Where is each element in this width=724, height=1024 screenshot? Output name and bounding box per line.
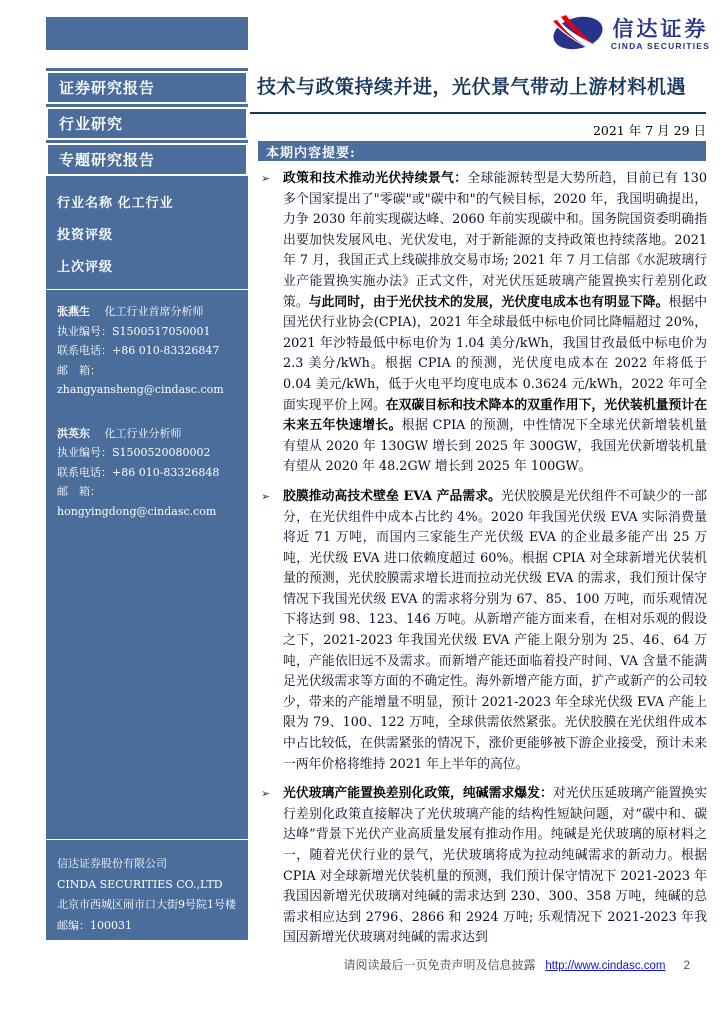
analyst-title: 化工行业分析师 [104,426,182,440]
title-rule [250,112,706,114]
report-title: 技术与政策持续并进，光伏景气带动上游材料机遇 [257,76,687,98]
analyst-cert-number: 执业编号：S1500520080002 [57,446,211,459]
bullet-item [261,169,707,478]
report-date: 2021 年 7 月 29 日 [592,123,706,138]
company-postcode: 邮编：100031 [57,918,132,932]
previous-rating-label: 上次评级 [57,259,114,274]
analyst-name: 洪英东 [57,426,90,440]
bullet-list [261,169,707,958]
analyst-phone: 联系电话：+86 010-83326847 [57,344,220,357]
previous-rating-field [46,256,248,275]
report-sidebar [46,68,248,940]
sidebar-top-bar [46,17,248,50]
bullet-arrow-icon: ➢ [261,787,271,801]
company-name-cn: 信达证券股份有限公司 [57,857,167,870]
footer-link[interactable]: http://www.cindasc.com [545,960,666,972]
company-address: 北京市西城区闹市口大街9号院1号楼 [57,898,236,911]
bullet-item [261,784,707,949]
analyst-block-1 [46,296,248,404]
bullet-paragraph: 政策和技术推动光伏持续景气：全球能源转型是大势所趋，目前已有 130 多个国家提出了"零碳"或"碳中和"的气候目标，2020 年，我国明确提出，力争 2030 年前实现碳达峰、2060 年前实现碳中和。国务院国资委明确指出要加快发展风电、光伏发电，对于新能源的支持政策也持续落地。2021 年 7 月，我国正式上线碳排放交易市场; 2021 年 7 月工信部《水泥玻璃行业产能置换实施办法》正式文件，对光伏压延玻璃产能置换实行差别化政策。与此同时，由于光伏技术的发展，光伏度电成本也有明显下降。根据中国光伏行业协会(CPIA)，2021 年全球最低中标电价同比降幅超过 20%，2021 年沙特最低中标电价为 1.04 美分/kWh，我国甘孜最低中标电价为 2.3 美分/kWh。根据 CPIA 的预测，光伏度电成本在 2022 年将低于 0.04 美元/kWh，低于火电平均度电成本 0.3624 元/kWh，2022 年可全面实现平价上网。在双碳目标和技术降本的双重作用下，光伏装机量预计在未来五年快速增长。根据 CPIA 的预测，中性情况下全球光伏新增装机量有望从 2020 年 130GW 增长到 2025 年 300GW，我国光伏新增装机量有望从 2020 年 48.2GW 增长到 2025 年 100GW。 [283,171,708,475]
industry-name-value: 化工行业 [117,195,174,210]
analyst-name: 张燕生 [57,305,90,318]
sidebar-divider-bottom [46,839,248,840]
bullet-item [261,487,707,775]
bullet-paragraph: 胶膜推动高技术壁垒 EVA 产品需求。光伏胶膜是光伏组件不可缺少的一部分，在光伏组件中成本占比约 4%。2020 年我国光伏级 EVA 实际消费量将近 71 万吨，而国内三家能生产光伏级 EVA 的企业最多能产出 25 万吨，光伏级 EVA 进口依赖度超过 60%。根据 CPIA 对全球新增光伏装机量的预测，光伏胶膜需求增长进而拉动光伏级 EVA 的需求，我们预计保守情况下我国光伏级 EVA 的需求将分别为 67、85、100 万吨，而乐观情况下将达到 98、123、146 万吨。从新增产能方面来看，在相对乐观的假设之下，2021-2023 年我国光伏级 EVA 产能上限分别为 25、46、64 万吨，产能依旧远不及需求。而新增产能还面临着投产时间、VA 含量不能满足光伏级需求等方面的不确定性。海外新增产能方面，扩产或新产的公司较少，带来的产能增量不明显，预计 2021-2023 年全球光伏级 EVA 产能上限为 79、100、122 万吨，全球供需依然紧张。光伏胶膜在光伏组件成本中占比较低，在供需紧张的情况下，涨价更能够被下游企业接受，预计未来一两年价格将维持 2021 年上半年的高位。 [283,488,708,772]
bullet-paragraph: 光伏玻璃产能置换差别化政策，纯碱需求爆发：对光伏压延玻璃产能置换实行差别化政策直接解决了光伏玻璃产能的结构性短缺问题，对“碳中和、碳达峰”背景下光伏产业高质量发展有推动作用。纯碱是光伏玻璃的原材料之一，随着光伏行业的景气，光伏玻璃将成为拉动纯碱需求的新动力。根据 CPIA 对全球新增光伏装机量的预测，我们预计保守情况下 2021-2023 年我国因新增光伏玻璃对纯碱的需求达到 230、300、358 万吨，纯碱的总需求相应达到 2796、2866 和 2924 万吨; 乐观情况下 2021-2023 年我国因新增光伏玻璃对纯碱的需求达到 [283,786,708,946]
sidebar-divider [46,289,248,290]
bullet-arrow-icon: ➢ [261,489,271,503]
sidebar-box-research-kind [46,107,248,140]
logo-name-en: CINDA SECURITIES [610,41,710,52]
footer-disclaimer: 请阅读最后一页免责声明及信息披露 [343,958,536,972]
analyst-email: 邮 箱：zhangyansheng@cindasc.com [57,363,224,396]
page-number: 2 [683,958,690,972]
company-logo [551,12,710,58]
summary-header-label: 本期内容提要: [266,146,356,161]
company-info-block [46,846,248,940]
analyst-cert-number: 执业编号：S1500517050001 [57,324,211,338]
investment-rating-field [46,224,248,243]
cinda-logo-icon [551,12,605,58]
analyst-email: 邮 箱：hongyingdong@cindasc.com [57,485,217,518]
sidebar-box-topic-report [46,143,248,176]
analyst-title: 化工行业首席分析师 [104,305,204,318]
company-name-en: CINDA SECURITIES CO.,LTD [57,877,223,891]
topic-report-label: 专题研究报告 [59,152,156,169]
industry-name-label: 行业名称 [57,195,114,210]
analyst-block-2 [46,418,248,526]
report-type-label: 证券研究报告 [59,80,156,97]
bullet-arrow-icon: ➢ [261,172,271,185]
summary-header-bar [258,141,706,161]
logo-name-cn: 信达证券 [612,18,709,42]
analyst-phone: 联系电话：+86 010-83326848 [57,465,220,479]
research-kind-label: 行业研究 [59,116,124,133]
industry-name-field [46,192,248,211]
page-footer [0,956,690,973]
sidebar-box-report-type [46,71,248,104]
investment-rating-label: 投资评级 [57,227,114,242]
